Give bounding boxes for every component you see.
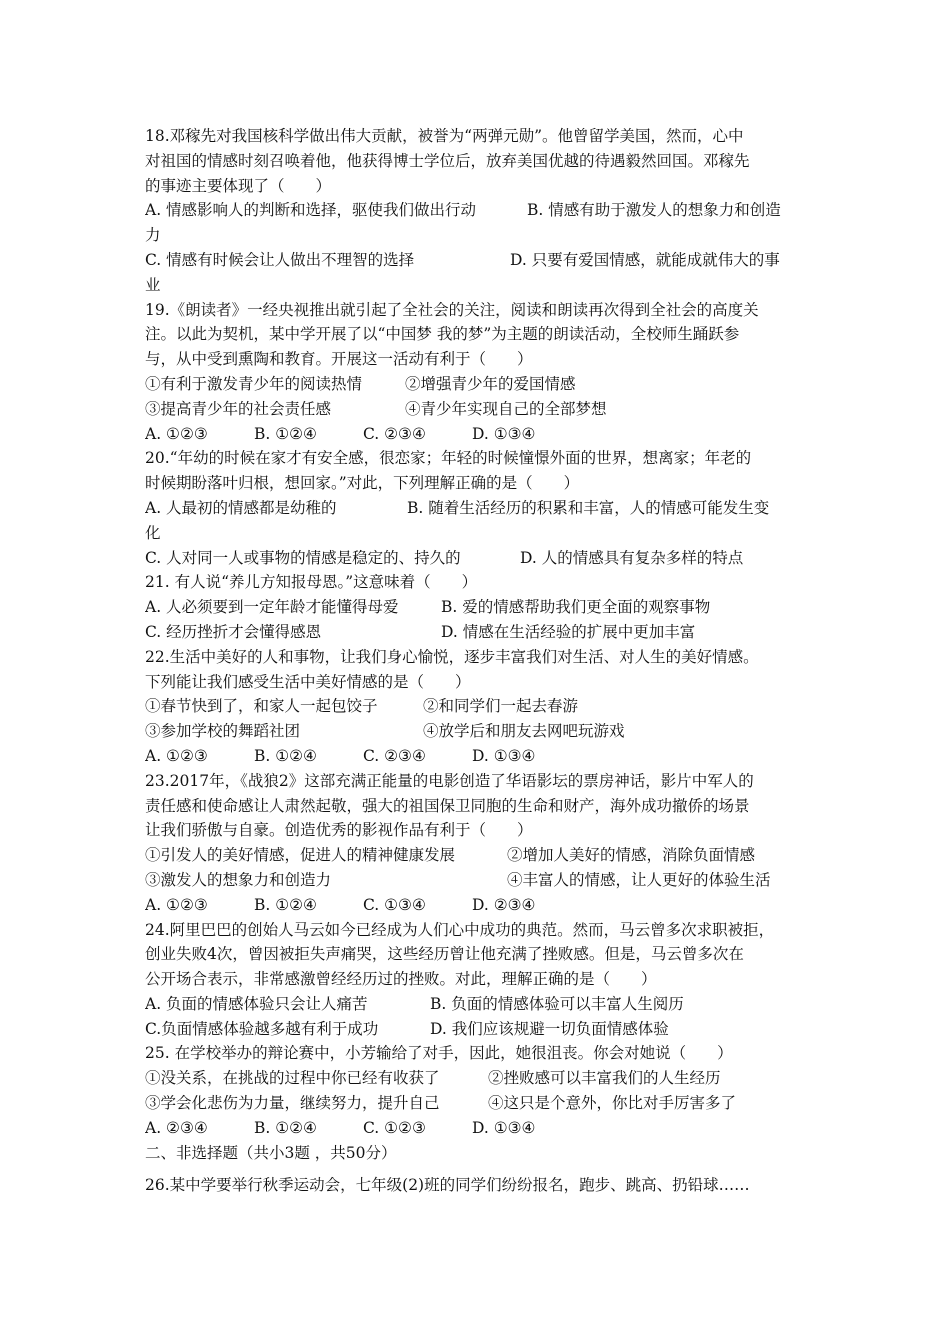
q23-statements-34	[145, 868, 815, 893]
q19-option-a: A. ①②③	[145, 424, 208, 443]
q22-statement-2: ②和同学们一起去春游	[423, 697, 579, 716]
q22-statement-3: ③参加学校的舞蹈社团	[145, 722, 301, 741]
q21-options-ab	[145, 595, 815, 620]
q20-stem-line: 时候期盼落叶归根，想回家。”对此，下列理解正确的是（ ）	[145, 474, 580, 493]
q25-stem: 25. 在学校举办的辩论赛中，小芳输给了对手，因此，她很沮丧。你会对她说（ ）	[145, 1044, 733, 1063]
q20-option-b: B. 随着生活经历的积累和丰富，人的情感可能发生变	[407, 498, 770, 517]
q20-option-d: D. 人的情感具有复杂多样的特点	[520, 548, 744, 567]
q23-stem-line: 责任感和使命感让人肃然起敬，强大的祖国保卫同胞的生命和财产，海外成功撤侨的场景	[145, 796, 750, 815]
q23-statement-4: ④丰富人的情感，让人更好的体验生活	[507, 870, 771, 889]
q19-statement-2: ②增强青少年的爱国情感	[405, 374, 576, 393]
q23-statement-3: ③激发人的想象力和创造力	[145, 870, 332, 889]
q25-options	[145, 1116, 815, 1141]
q26-stem: 26.某中学要举行秋季运动会，七年级(2)班的同学们纷纷报名，跑步、跳高、扔铅球……	[145, 1176, 750, 1195]
q22-statement-4: ④放学后和朋友去网吧玩游戏	[423, 722, 625, 741]
q19-stem-line: 注。以此为契机，某中学开展了以“中国梦 我的梦”为主题的朗读活动，全校师生踊跃参	[145, 325, 740, 344]
q18-options-ab	[145, 198, 815, 223]
q23-stem-line: 让我们骄傲与自豪。创造优秀的影视作品有利于（ ）	[145, 821, 533, 840]
q20-option-c: C. 人对同一人或事物的情感是稳定的、持久的	[145, 548, 461, 567]
q20-option-a: A. 人最初的情感都是幼稚的	[145, 498, 337, 517]
q18-option-c: C. 情感有时候会让人做出不理智的选择	[145, 250, 415, 269]
q22-stem-line: 下列能让我们感受生活中美好情感的是（ ）	[145, 672, 471, 691]
q25-option-d: D. ①③④	[472, 1118, 536, 1137]
q23-statement-2: ②增加人美好的情感，消除负面情感	[507, 846, 756, 865]
q19-stem-line: 与，从中受到熏陶和教育。开展这一活动有利于（ ）	[145, 350, 533, 369]
q21-options-cd	[145, 620, 815, 645]
q19-option-c: C. ②③④	[363, 424, 426, 443]
q18-option-b: B. 情感有助于激发人的想象力和创造	[527, 201, 781, 220]
section-heading: 二、非选择题（共小3题 ，共50分）	[145, 1143, 397, 1162]
q24-options-cd	[145, 1017, 815, 1042]
q24-stem-line: 24.阿里巴巴的创始人马云如今已经成为人们心中成功的典范。然而，马云曾多次求职被拒，	[145, 920, 775, 939]
q21-option-b: B. 爱的情感帮助我们更全面的观察事物	[441, 598, 711, 617]
q22-stem-line: 22.生活中美好的人和事物，让我们身心愉悦，逐步丰富我们对生活、对人生的美好情感。	[145, 647, 759, 666]
section-gap	[145, 1165, 815, 1173]
q25-statements-12	[145, 1066, 815, 1091]
q18-option-a: A. 情感影响人的判断和选择，驱使我们做出行动	[145, 201, 477, 220]
q20-stem-line: 20.“年幼的时候在家才有安全感，很恋家；年轻的时候憧憬外面的世界，想离家；年老的	[145, 449, 752, 468]
q25-statement-3: ③学会化悲伤为力量，继续努力，提升自己	[145, 1094, 440, 1113]
q22-statements-12	[145, 694, 815, 719]
q18-option-b-wrap: 力	[145, 226, 161, 245]
q24-stem-line: 公开场合表示，非常感激曾经经历过的挫败。对此，理解正确的是（ ）	[145, 970, 657, 989]
q19-statement-3: ③提高青少年的社会责任感	[145, 399, 332, 418]
q23-statements-12	[145, 843, 815, 868]
q19-statements-34	[145, 397, 815, 422]
q25-option-b: B. ①②④	[254, 1118, 317, 1137]
q20-options-ab	[145, 496, 815, 521]
q22-option-b: B. ①②④	[254, 746, 317, 765]
q23-options	[145, 893, 815, 918]
q24-stem-line: 创业失败4次，曾因被拒失声痛哭，这些经历曾让他充满了挫败感。但是，马云曾多次在	[145, 945, 744, 964]
q25-option-c: C. ①②③	[363, 1118, 426, 1137]
q22-option-a: A. ①②③	[145, 746, 208, 765]
q19-options	[145, 422, 815, 447]
q19-statement-4: ④青少年实现自己的全部梦想	[405, 399, 607, 418]
q18-options-cd	[145, 248, 815, 273]
q22-statements-34	[145, 719, 815, 744]
q24-option-c: C.负面情感体验越多越有利于成功	[145, 1019, 379, 1038]
q19-statements-12	[145, 372, 815, 397]
q24-option-b: B. 负面的情感体验可以丰富人生阅历	[430, 994, 684, 1013]
q18-option-d-wrap: 业	[145, 275, 161, 294]
q19-option-b: B. ①②④	[254, 424, 317, 443]
q23-option-c: C. ①③④	[363, 895, 426, 914]
q19-stem-line: 19.《朗读者》一经央视推出就引起了全社会的关注，阅读和朗读再次得到全社会的高度关	[145, 300, 759, 319]
q23-option-a: A. ①②③	[145, 895, 208, 914]
q23-statement-1: ①引发人的美好情感，促进人的精神健康发展	[145, 846, 456, 865]
q25-statement-2: ②挫败感可以丰富我们的人生经历	[488, 1069, 721, 1088]
q22-statement-1: ①春节快到了，和家人一起包饺子	[145, 697, 378, 716]
q22-option-d: D. ①③④	[472, 746, 536, 765]
q25-statement-1: ①没关系，在挑战的过程中你已经有收获了	[145, 1069, 440, 1088]
q24-option-a: A. 负面的情感体验只会让人痛苦	[145, 994, 368, 1013]
q20-option-b-wrap: 化	[145, 523, 161, 542]
q21-option-d: D. 情感在生活经验的扩展中更加丰富	[441, 622, 696, 641]
q24-option-d: D. 我们应该规避一切负面情感体验	[430, 1019, 669, 1038]
q18-option-d: D. 只要有爱国情感，就能成就伟大的事	[510, 250, 780, 269]
q20-options-cd	[145, 546, 815, 571]
q24-options-ab	[145, 992, 815, 1017]
q25-option-a: A. ②③④	[145, 1118, 208, 1137]
q21-option-c: C. 经历挫折才会懂得感恩	[145, 622, 322, 641]
q21-option-a: A. 人必须要到一定年龄才能懂得母爱	[145, 598, 399, 617]
q23-option-d: D. ②③④	[472, 895, 536, 914]
q22-option-c: C. ②③④	[363, 746, 426, 765]
q21-stem: 21. 有人说“养儿方知报母恩。”这意味着（ ）	[145, 573, 478, 592]
exam-page	[145, 124, 815, 1198]
q19-statement-1: ①有利于激发青少年的阅读热情	[145, 374, 363, 393]
q18-stem-line: 对祖国的情感时刻召唤着他，他获得博士学位后，放弃美国优越的待遇毅然回国。邓稼先	[145, 151, 750, 170]
q19-option-d: D. ①③④	[472, 424, 536, 443]
q22-options	[145, 744, 815, 769]
q25-statement-4: ④这只是个意外，你比对手厉害多了	[488, 1094, 737, 1113]
q25-statements-34	[145, 1091, 815, 1116]
q18-stem-line: 18.邓稼先对我国核科学做出伟大贡献，被誉为“两弹元勋”。他曾留学美国，然而，心中	[145, 127, 744, 145]
q23-stem-line: 23.2017年，《战狼2》这部充满正能量的电影创造了华语影坛的票房神话，影片中军人的	[145, 771, 754, 790]
q23-option-b: B. ①②④	[254, 895, 317, 914]
q18-stem-line: 的事迹主要体现了（ ）	[145, 176, 332, 195]
